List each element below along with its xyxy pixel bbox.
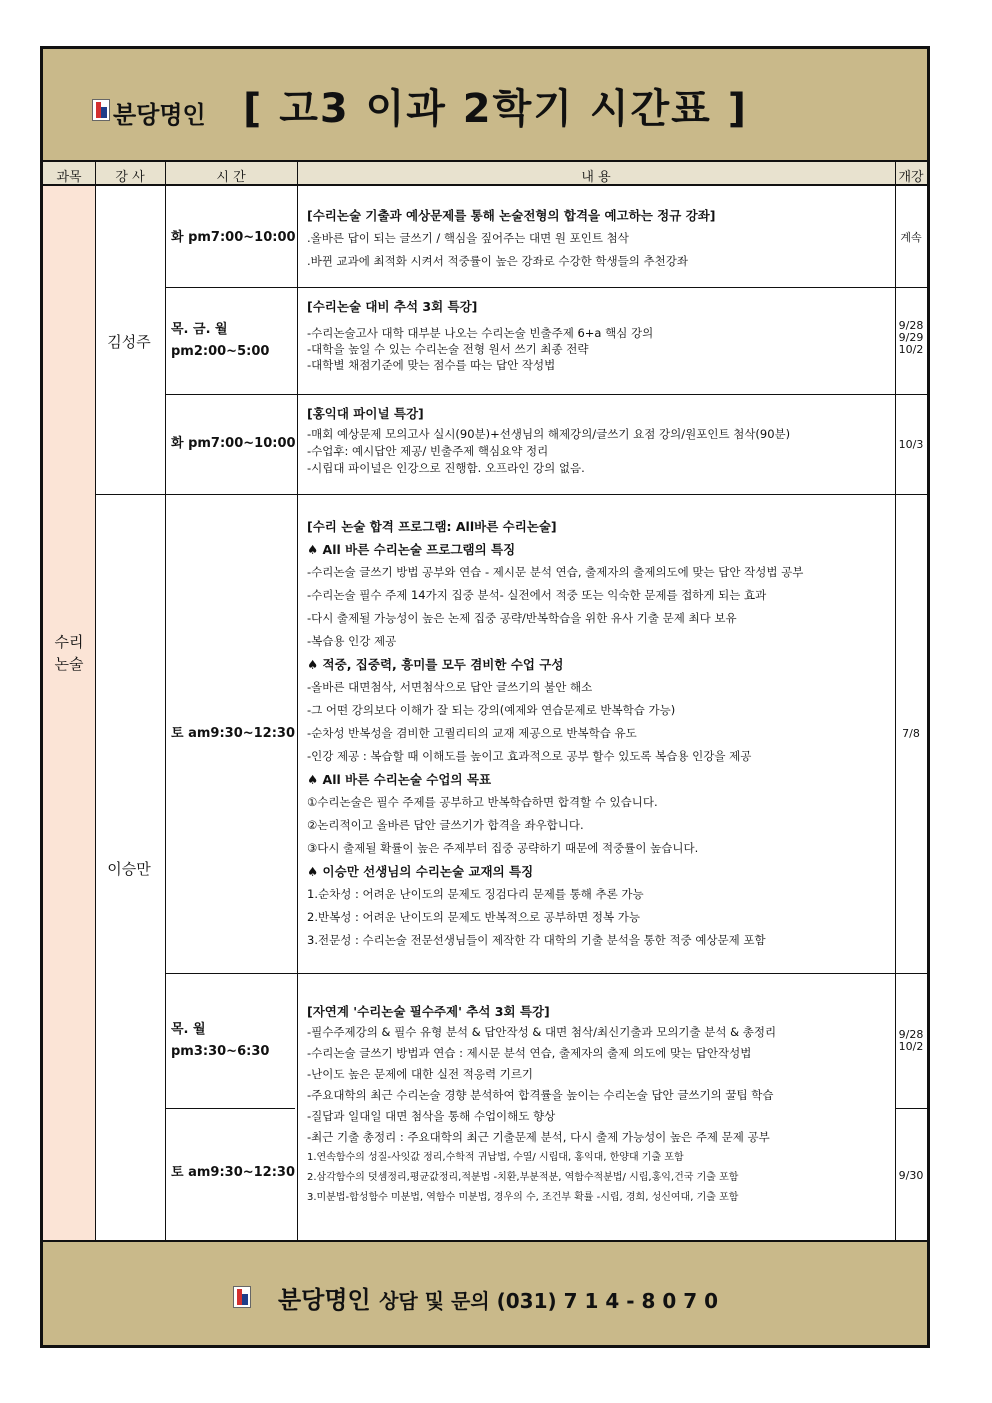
class-time: 목. 월 pm3:30~6:30 [171,1022,270,1059]
grid-line [95,494,927,495]
grid-line [165,394,927,395]
header [43,49,927,162]
class-content [307,405,887,477]
grid-line [165,162,166,1240]
grid-line [165,287,927,288]
class-line: -복습용 인강 제공 [307,634,397,648]
subject-label: 수리 논술 [54,633,84,673]
class-line: -최근 기출 총정리 : 주요대학의 최근 기출문제 분석, 다시 출제 가능성이 높은 주제 문제 공부 [307,1130,770,1144]
class-time: 화 pm7:00~10:00 [171,436,296,451]
class-line: .바뀐 교과에 최적화 시켜서 적중률이 높은 강좌로 수강한 학생들의 추천강좌 [307,254,688,268]
class-line: ③다시 출제될 확률이 높은 주제부터 집중 공략하기 때문에 적중률이 높습니다. [307,841,699,855]
class-line: -대학을 높일 수 있는 수리논술 전형 원서 쓰기 최종 전략 [307,342,589,356]
class-line: -수업후: 예시답안 제공/ 빈출주제 핵심요약 정리 [307,444,549,458]
class-line: .올바른 답이 되는 글쓰기 / 핵심을 짚어주는 대면 원 포인트 첨삭 [307,231,629,245]
class-line: -수리논술고사 대학 대부분 나오는 수리논술 빈출주제 6+a 핵심 강의 [307,326,654,340]
class-line: -올바른 대면첨삭, 서면첨삭으로 답안 글쓰기의 불안 해소 [307,680,593,694]
class-heading: [수리 논술 합격 프로그램: All바른 수리논술] [307,519,557,534]
col-time: 시 간 [216,170,246,185]
open-date: 9/28 9/29 10/2 [898,319,924,356]
contact-info: 상담 및 문의 (031) 7 1 4 - 8 0 7 0 [379,1289,719,1313]
class-time: 화 pm7:00~10:00 [171,230,296,245]
feature-heading: ♠ All 바른 수리논술 프로그램의 특징 [307,542,516,557]
class-line: -그 어떤 강의보다 이해가 잘 되는 강의(예제와 연습문제로 반복학습 가능) [307,703,676,717]
class-heading: [자연계 '수리논술 필수주제' 추석 3회 특강] [307,1004,550,1019]
feature-heading: ♠ 적중, 집중력, 흥미를 모두 겸비한 수업 구성 [307,657,564,672]
logo-icon [92,99,110,121]
class-line: -인강 제공 : 복습할 때 이해도를 높이고 효과적으로 공부 할수 있도록 복습용 인강을 제공 [307,749,752,763]
class-time: 토 am9:30~12:30 [171,726,296,741]
contact-line [278,1280,718,1315]
class-content [307,299,887,373]
class-line: -필수주제강의 & 필수 유형 분석 & 답안작성 & 대면 첨삭/최신기출과 모의기출 분석 & 총정리 [307,1025,777,1039]
grid-line [297,162,298,1240]
col-open: 개강 [898,170,924,185]
class-heading: [홍익대 파이널 특강] [307,406,424,421]
open-date: 10/3 [898,438,924,451]
subject-cell [43,186,95,1240]
footer [43,1240,927,1345]
class-content [307,1001,887,1208]
class-line: 2.반복성 : 어려운 난이도의 문제도 반복적으로 공부하면 정복 가능 [307,910,640,924]
class-line: ①수리논술은 필수 주제를 공부하고 반복학습하면 합격할 수 있습니다. [307,795,658,809]
class-time: 목. 금. 월 pm2:00~5:00 [171,322,270,359]
class-heading: [수리논술 대비 추석 3회 특강] [307,299,478,314]
grid-line [95,162,96,1240]
class-line: -질답과 일대일 대면 첨삭을 통해 수업이해도 향상 [307,1109,556,1123]
open-date: 9/30 [898,1169,924,1182]
feature-heading: ♠ 이승만 선생님의 수리논술 교재의 특징 [307,864,534,879]
page-title: [ 고3 이과 2학기 시간표 ] [243,86,748,132]
topic-line: 1.연속함수의 성질-사잇값 정리,수학적 귀납법, 수열/ 시립대, 홍익대, 한양대 기출 포함 [307,1152,684,1163]
teacher-name: 김성주 [107,333,151,351]
class-line: 1.순차성 : 어려운 난이도의 문제도 징검다리 문제를 통해 추론 가능 [307,887,644,901]
class-line: -대학별 채점기준에 맞는 점수를 따는 답안 작성법 [307,358,556,372]
timetable-frame [40,46,930,1348]
class-line: -시립대 파이널은 인강으로 진행함. 오프라인 강의 없음. [307,461,585,475]
logo-icon [233,1286,251,1308]
open-date: 7/8 [902,727,920,740]
class-line: -다시 출제될 가능성이 높은 논제 집중 공략/반복학습을 위한 유사 기출 문제 최다 보유 [307,611,737,625]
class-line: -수리논술 글쓰기 방법과 연습 : 제시문 분석 연습, 출제자의 출제 의도에 맞는 답안작성법 [307,1046,752,1060]
class-content [307,204,887,273]
brand-name: 분당명인 [113,101,206,129]
open-date: 계속 [900,231,922,244]
grid-line [165,973,927,974]
grid-line [895,1108,927,1109]
table-header [43,162,927,186]
feature-heading: ♠ All 바른 수리논술 수업의 목표 [307,772,492,787]
class-line: -난이도 높은 문제에 대한 실전 적응력 기르기 [307,1067,534,1081]
topic-line: 3.미분법-합성함수 미분법, 역함수 미분법, 경우의 수, 조건부 확률 -시립, 경희, 성신여대, 기출 포함 [307,1192,739,1203]
class-line: -수리논술 글쓰기 방법 공부와 연습 - 제시문 분석 연습, 출제자의 출제의도에 맞는 답안 작성법 공부 [307,565,804,579]
class-line: -순차성 반복성을 겸비한 고퀄리티의 교재 제공으로 반복학습 유도 [307,726,637,740]
class-line: ②논리적이고 올바른 답안 글쓰기가 합격을 좌우합니다. [307,818,584,832]
class-line: 3.전문성 : 수리논술 전문선생님들이 제작한 각 대학의 기출 분석을 통한 적중 예상문제 포함 [307,933,766,947]
class-content [307,515,887,952]
topic-line: 2.삼각함수의 덧셈정리,평균값정리,적분법 -치환,부분적분, 역함수적분법/ 시립,홍익,건국 기출 포함 [307,1172,739,1183]
class-line: -수리논술 필수 주제 14가지 집중 분석- 실전에서 적중 또는 익숙한 문제를 접하게 되는 효과 [307,588,767,602]
col-teacher: 강 사 [115,170,145,185]
col-content: 내 용 [581,170,611,185]
class-line: -주요대학의 최근 수리논술 경향 분석하여 합격률을 높이는 수리논술 답안 글쓰기의 꿀팁 학습 [307,1088,774,1102]
footer-brand: 분당명인 [278,1286,371,1314]
grid-line [165,1108,295,1109]
teacher-name: 이승만 [107,860,151,878]
class-heading: [수리논술 기출과 예상문제를 통해 논술전형의 합격을 예고하는 정규 강좌] [307,208,716,223]
col-subject: 과목 [56,170,82,185]
open-date: 9/28 10/2 [898,1028,924,1053]
class-time: 토 am9:30~12:30 [171,1165,296,1180]
class-line: -매회 예상문제 모의고사 실시(90분)+선생님의 해제강의/글쓰기 요점 강의/원포인트 첨삭(90분) [307,427,791,441]
